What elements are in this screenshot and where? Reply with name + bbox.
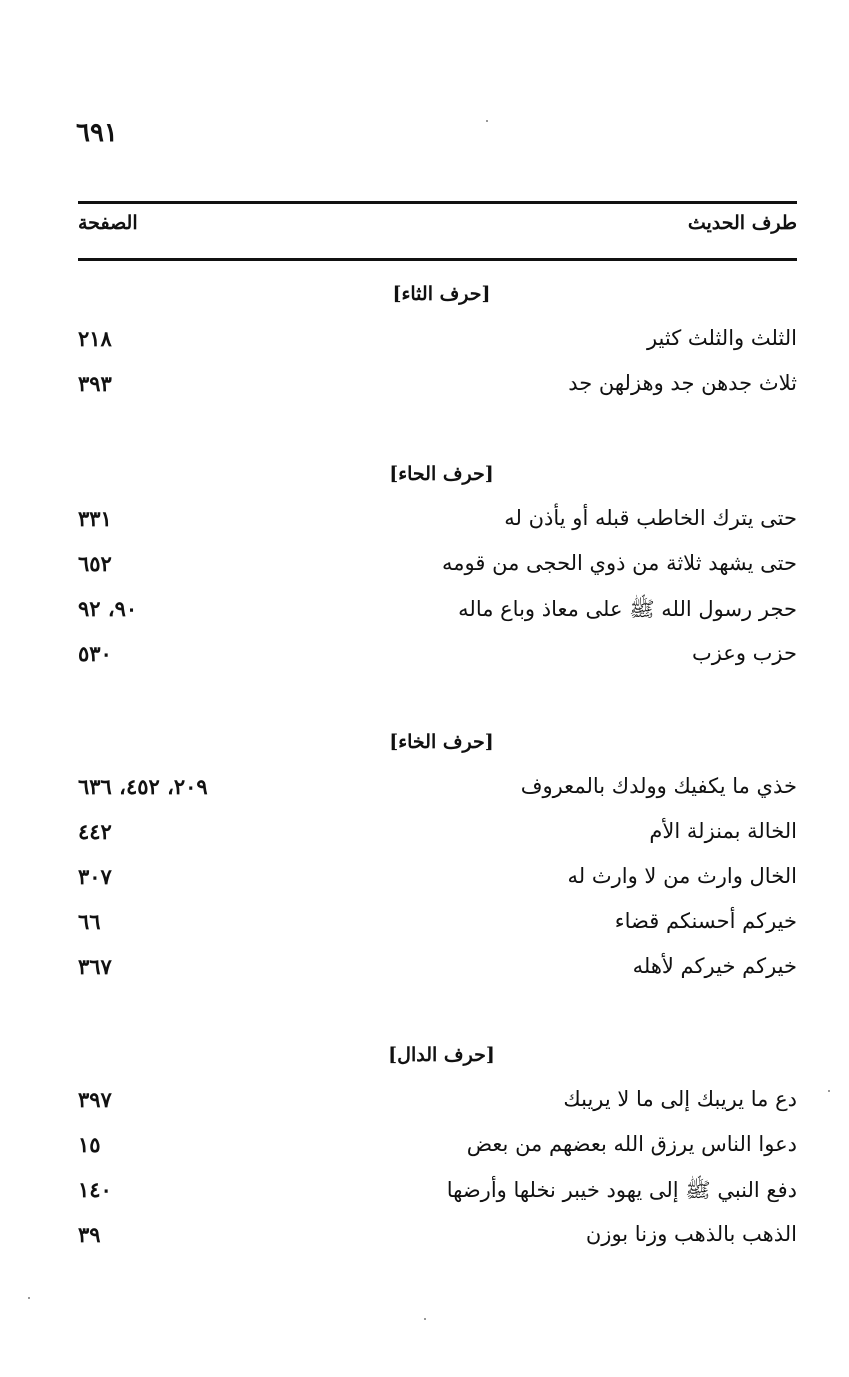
hadith-text: خيركم خيركم لأهله [632,954,797,978]
hadith-text: الخال وارث من لا وارث له [567,864,797,888]
page-ref: ٦٦ [78,909,101,934]
section-ha [78,457,797,682]
page-column-header: الصفحة [78,212,138,234]
section-dal [78,1038,797,1263]
header-bottom-rule [78,258,797,261]
page-ref: ٣٩٣ [78,371,112,396]
page-ref: ٣٩ [78,1222,101,1247]
page-ref: ٢٠٩، ٤٥٢، ٦٣٦ [78,774,208,799]
hadith-text: حجر رسول الله ﷺ على معاذ وباع ماله [458,597,797,621]
hadith-text: خيركم أحسنكم قضاء [614,909,797,933]
table-header [78,212,797,246]
list-item [78,1173,797,1218]
list-item [78,905,797,950]
scan-speck [486,120,488,122]
hadith-column-header: طرف الحديث [687,212,797,234]
scan-speck [28,1297,30,1299]
scan-speck [424,1318,426,1320]
page-ref: ١٤٠ [78,1177,112,1202]
page-ref: ٣٦٧ [78,954,112,979]
list-item [78,502,797,547]
list-item [78,637,797,682]
hadith-text: دفع النبي ﷺ إلى يهود خيبر نخلها وأرضها [446,1178,797,1202]
page-ref: ٩٠، ٩٢ [78,596,138,621]
page-ref: ٢١٨ [78,326,112,351]
hadith-text: دع ما يريبك إلى ما لا يريبك [563,1087,797,1111]
list-item [78,770,797,815]
section-tha [78,277,797,412]
page-ref: ٦٥٢ [78,551,112,576]
page-ref: ٣٣١ [78,506,112,531]
section-title: [حرف الثاء] [392,283,491,305]
list-item [78,547,797,592]
hadith-text: الخالة بمنزلة الأم [649,819,797,843]
list-item [78,1218,797,1263]
scan-speck [828,1090,830,1092]
hadith-text: ثلاث جدهن جد وهزلهن جد [568,371,797,395]
list-item [78,950,797,995]
hadith-text: حتى يترك الخاطب قبله أو يأذن له [504,506,797,530]
page-ref: ٤٤٢ [78,819,112,844]
header-top-rule [78,201,797,204]
section-title: [حرف الخاء] [389,731,494,753]
hadith-text: دعوا الناس يرزق الله بعضهم من بعض [466,1132,797,1156]
section-title: [حرف الحاء] [389,463,494,485]
list-item [78,1083,797,1128]
page-ref: ٥٣٠ [78,641,112,666]
list-item [78,815,797,860]
page-ref: ٣٠٧ [78,864,112,889]
page-ref: ٣٩٧ [78,1087,112,1112]
list-item [78,860,797,905]
hadith-text: حزب وعزب [691,641,797,665]
page-ref: ١٥ [78,1132,101,1157]
list-item [78,367,797,412]
section-kha [78,725,797,995]
list-item [78,322,797,367]
hadith-text: الذهب بالذهب وزنا بوزن [585,1222,797,1246]
hadith-text: خذي ما يكفيك وولدك بالمعروف [520,774,797,798]
hadith-text: الثلث والثلث كثير [646,326,797,350]
list-item [78,592,797,637]
section-title: [حرف الدال] [388,1044,495,1066]
list-item [78,1128,797,1173]
hadith-text: حتى يشهد ثلاثة من ذوي الحجى من قومه [442,551,797,575]
page-number: ٦٩١ [76,118,118,148]
